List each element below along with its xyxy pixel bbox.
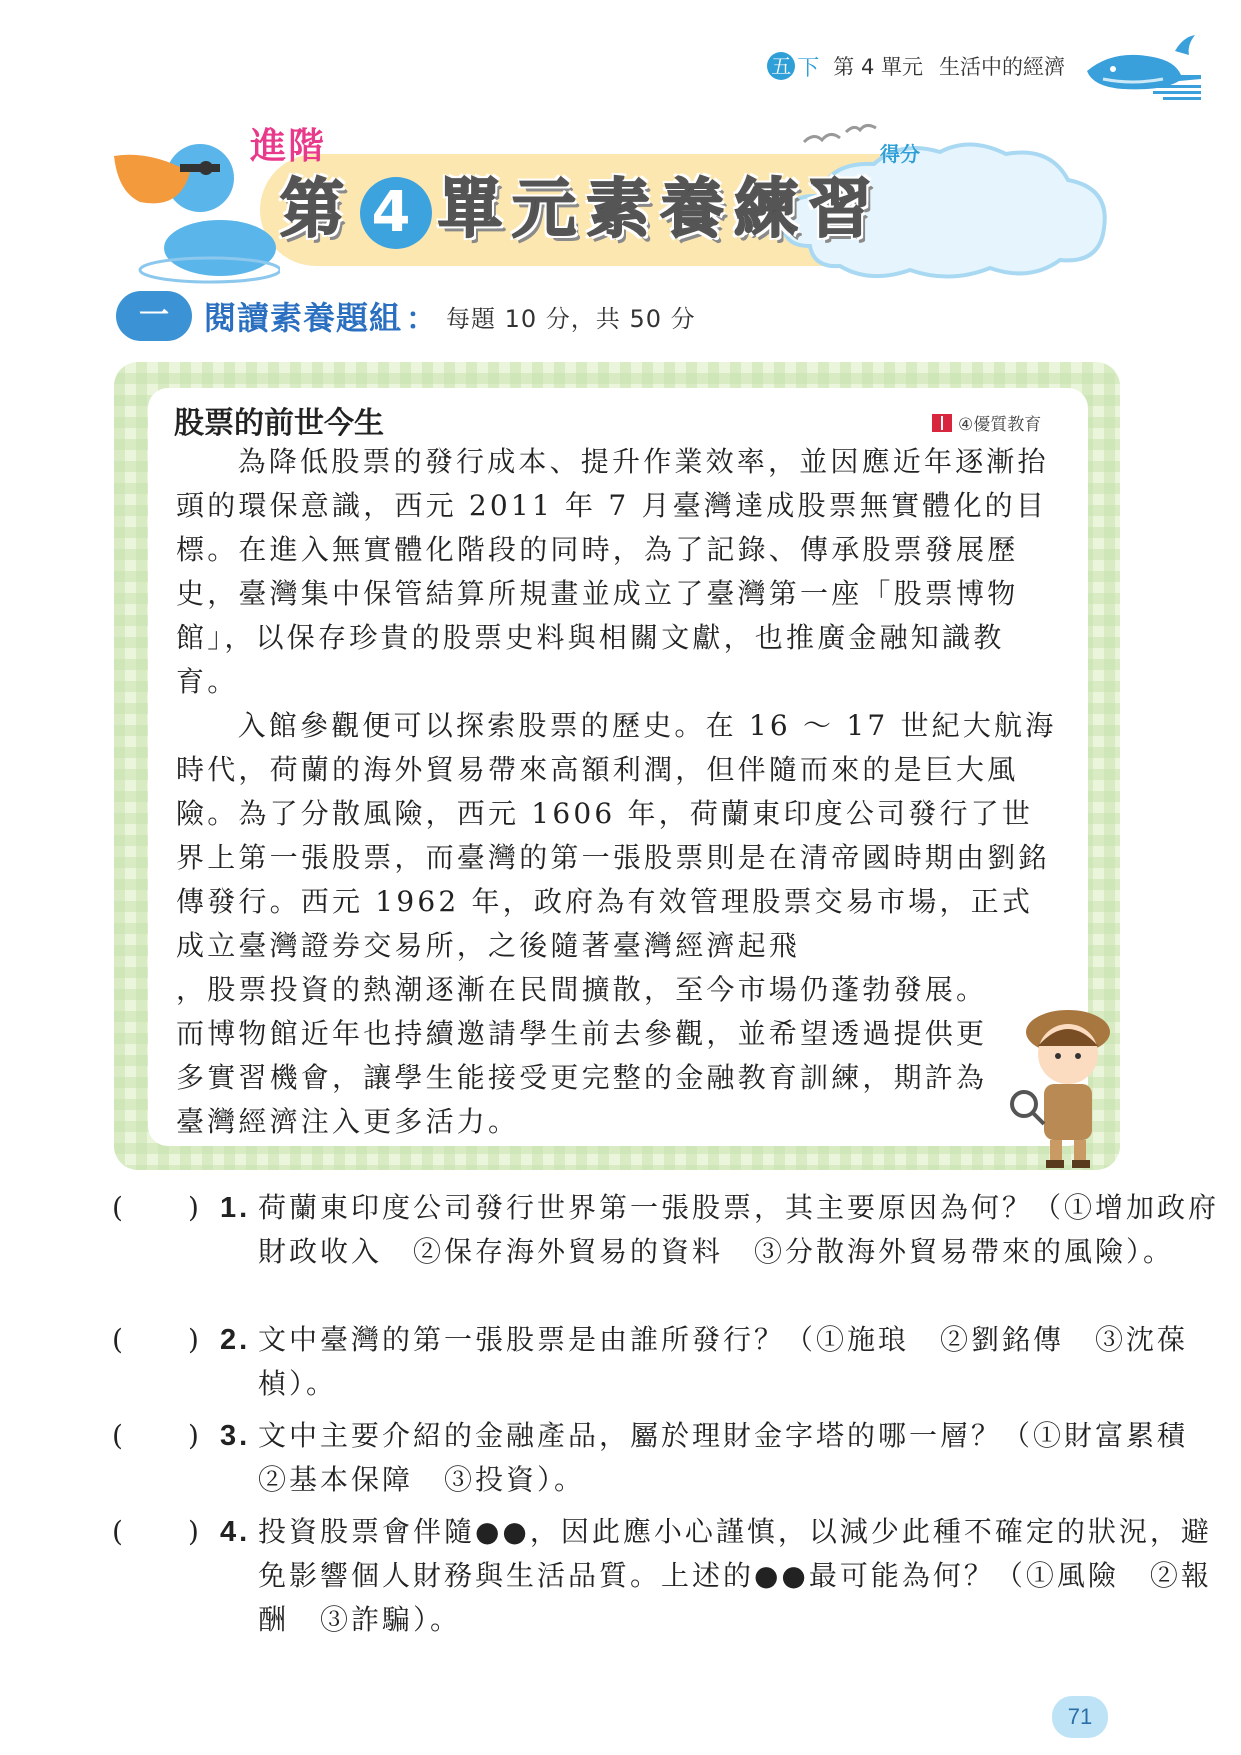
section-colon: ： — [406, 302, 437, 337]
question-text: 文中主要介紹的金融產品，屬於理財金字塔的哪一層？（①財富累積 ②基本保障 ③投資）。 — [258, 1419, 1220, 1496]
question-number: 1. — [220, 1192, 251, 1224]
paren-left: ( — [112, 1419, 126, 1452]
title-left: 第 — [280, 173, 354, 247]
section-heading — [116, 288, 696, 344]
title-unit-number: 4 — [360, 177, 432, 249]
grade-semester: 下 — [797, 55, 820, 81]
page-title — [280, 158, 882, 250]
title-right: 單元素養練習 — [438, 173, 882, 247]
paren-right: ) — [188, 1323, 202, 1356]
title-banner — [110, 118, 1110, 288]
unit-label: 第 4 單元 — [833, 55, 923, 79]
paren-left: ( — [112, 1323, 126, 1356]
question-number: 4. — [220, 1516, 251, 1548]
paren-right: ) — [188, 1419, 202, 1452]
passage-source-text: ④優質教育 — [958, 415, 1042, 435]
passage-title: 股票的前世今生 — [174, 406, 384, 441]
passage-source — [932, 410, 1041, 435]
paren-left: ( — [112, 1191, 126, 1224]
question-text: 投資股票會伴隨●●，因此應小心謹慎，以減少此種不確定的狀況，避免影響個人財務與生活品質。上述的●●最可能為何？（①風險 ②報酬 ③詐騙）。 — [258, 1515, 1212, 1636]
question-text: 文中臺灣的第一張股票是由誰所發行？（①施琅 ②劉銘傳 ③沈葆楨）。 — [258, 1323, 1189, 1400]
passage-paragraph-3: ，股票投資的熱潮逐漸在民間擴散，至今市場仍蓬勃發展。而博物館近年也持續邀請學生前去參觀，並希望透過提供更多實習機會，讓學生能接受更完整的金融教育訓練，期許為臺灣經濟注入更多活力。 — [176, 973, 988, 1138]
question-number: 2. — [220, 1324, 251, 1356]
answer-blank[interactable] — [112, 1414, 202, 1458]
paren-right: ) — [188, 1515, 202, 1548]
section-title: 閱讀素養題組 — [204, 299, 403, 337]
page-header — [767, 44, 1201, 88]
question-text: 荷蘭東印度公司發行世界第一張股票，其主要原因為何？（①增加政府財政收入 ②保存海外貿易的資料 ③分散海外貿易帶來的風險）。 — [258, 1191, 1220, 1268]
whale-icon — [1083, 31, 1201, 101]
answer-blank[interactable] — [112, 1186, 202, 1230]
book-icon — [932, 414, 952, 432]
score-label: 得分 — [880, 142, 920, 166]
passage-body — [176, 440, 1061, 1144]
passage-paragraph-2: 入館參觀便可以探索股票的歷史。在 16 ～ 17 世紀大航海時代，荷蘭的海外貿易帶來高額利潤，但伴隨而來的是巨大風險。為了分散風險，西元 1606 年，荷蘭東印度公司發行了世界上第一張股票，而臺灣的第一張股票則是在清帝國時期由劉銘傳發行。西元 1962 年，政府為有效管理股票交易市場，正式成立臺灣證券交易所，之後隨著臺灣經濟起飛 — [176, 709, 1057, 962]
passage-paragraph-1: 為降低股票的發行成本、提升作業效率，並因應近年逐漸抬頭的環保意識，西元 2011 年 7 月臺灣達成股票無實體化的目標。在進入無實體化階段的同時，為了記錄、傳承股票發展歷史，臺灣集中保管結算所規畫並成立了臺灣第一座「股票博物館」，以保存珍貴的股票史料與相關文獻，也推廣金融知識教育。 — [176, 445, 1049, 698]
topic-label: 生活中的經濟 — [939, 55, 1065, 79]
section-number-badge: 一 — [116, 291, 192, 341]
question-number: 3. — [220, 1420, 251, 1452]
grade-badge: 五 — [767, 52, 795, 80]
advanced-label: 進階 — [250, 126, 327, 167]
paren-right: ) — [188, 1191, 202, 1224]
birds-icon — [800, 120, 880, 150]
answer-blank[interactable] — [112, 1318, 202, 1362]
answer-blank[interactable] — [112, 1510, 202, 1554]
paren-left: ( — [112, 1515, 126, 1548]
page-number: 71 — [1052, 1696, 1108, 1738]
detective-illustration — [1010, 992, 1120, 1170]
section-score-info: 每題 10 分，共 50 分 — [446, 304, 696, 333]
